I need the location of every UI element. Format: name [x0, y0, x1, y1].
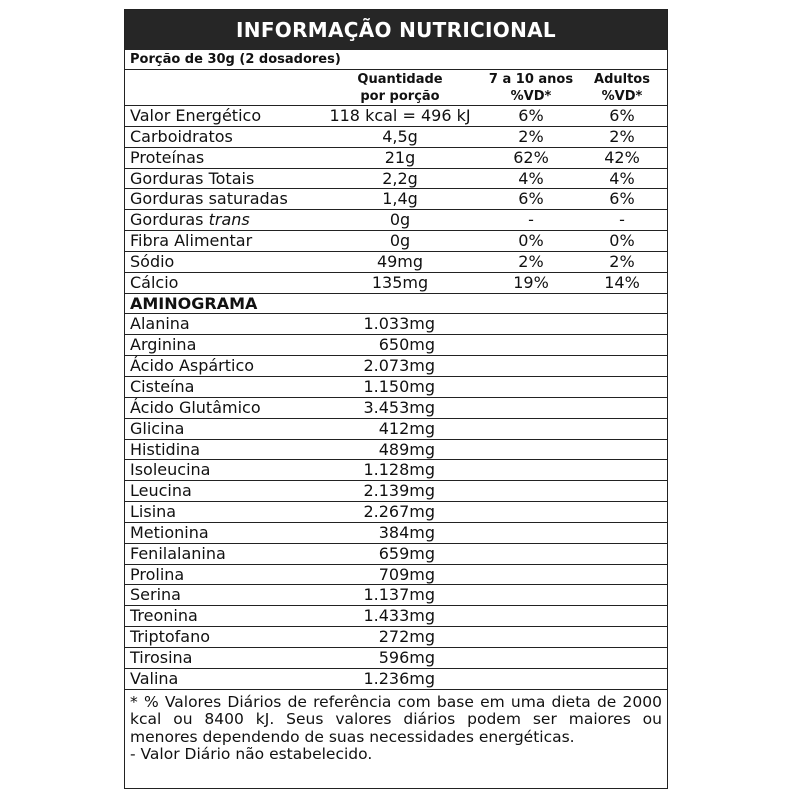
- aminoacid-row: [125, 523, 667, 544]
- kids-header-line2: %VD*: [510, 89, 552, 104]
- aminoacid-name: Serina: [130, 585, 181, 605]
- aminoacid-name: Treonina: [130, 606, 198, 626]
- aminoacid-row: [125, 544, 667, 565]
- aminoacid-quantity: 709mg: [378, 564, 435, 584]
- nutrient-adults-dv: 4%: [609, 168, 635, 188]
- nutrient-quantity: 49mg: [376, 251, 424, 271]
- aminoacid-row: [125, 398, 667, 419]
- aminoacid-row: [125, 606, 667, 627]
- kids-header-line1: 7 a 10 anos: [488, 72, 574, 87]
- nutrient-row: [125, 273, 667, 294]
- aminoacid-name: Alanina: [130, 314, 190, 334]
- nutrient-row: [125, 169, 667, 190]
- aminoacid-quantity: 1.033mg: [363, 314, 435, 334]
- aminoacid-name: Ácido Glutâmico: [130, 397, 261, 417]
- aminoacid-quantity: 659mg: [378, 543, 435, 563]
- nutrient-kids-dv: 19%: [513, 272, 549, 292]
- aminoacid-row: [125, 627, 667, 648]
- nutrient-name: Gorduras Totais: [130, 168, 255, 188]
- nutrient-name-prefix: Gorduras: [130, 210, 209, 230]
- aminoacid-name: Valina: [130, 668, 179, 688]
- column-header-quantity: [315, 70, 485, 105]
- nutrient-adults-dv: 42%: [604, 147, 640, 167]
- aminoacid-name: Isoleucina: [130, 460, 211, 480]
- aminoacid-name: Metionina: [130, 522, 209, 542]
- aminoacid-name: Prolina: [130, 564, 185, 584]
- nutrient-adults-dv: -: [619, 210, 625, 230]
- adults-header-line2: %VD*: [601, 89, 643, 104]
- column-header-name: [125, 70, 315, 105]
- column-header-adults: [577, 70, 667, 105]
- nutrient-quantity: 135mg: [371, 272, 429, 292]
- aminoacid-name: Glicina: [130, 418, 185, 438]
- aminoacid-name: Ácido Aspártico: [130, 356, 255, 376]
- footnote-not-established: - Valor Diário não estabelecido.: [130, 745, 373, 764]
- aminoacid-row: [125, 356, 667, 377]
- nutrient-name: [125, 210, 315, 230]
- column-header-kids: [485, 70, 577, 105]
- nutrient-quantity: 118 kcal = 496 kJ: [329, 106, 471, 125]
- aminoacid-name: Arginina: [130, 335, 197, 355]
- portion-size: Porção de 30g (2 dosadores): [125, 50, 667, 70]
- nutrient-row: [125, 210, 667, 231]
- footnote: [125, 690, 667, 764]
- aminoacid-name: Leucina: [130, 481, 192, 501]
- nutrient-adults-dv: 6%: [609, 189, 635, 209]
- nutrient-name: Carboidratos: [130, 126, 233, 146]
- nutrient-name: Fibra Alimentar: [130, 231, 253, 251]
- aminoacid-quantity: 272mg: [378, 627, 435, 647]
- nutrient-name: Sódio: [130, 251, 175, 271]
- aminoacid-row: [125, 565, 667, 586]
- aminoacid-row: [125, 314, 667, 335]
- aminoacid-quantity: 1.433mg: [363, 606, 435, 626]
- nutrient-row: [125, 106, 667, 127]
- aminoacid-name: Cisteína: [130, 376, 195, 396]
- nutrient-quantity: 2,2g: [382, 168, 418, 188]
- aminoacid-row: [125, 585, 667, 606]
- aminoacid-name: Tirosina: [130, 647, 193, 667]
- nutrient-name: Gorduras saturadas: [130, 189, 288, 209]
- aminoacid-row: [125, 377, 667, 398]
- nutrient-quantity: 1,4g: [382, 189, 418, 209]
- footnote-daily-values: * % Valores Diários de referência com base em uma dieta de 2000 kcal ou 8400 kJ. Seus valores diários podem ser maiores ou menores dependendo de suas necessidades energéticas.: [130, 692, 662, 746]
- aminoacid-row: [125, 440, 667, 461]
- aminoacid-name: Lisina: [130, 502, 177, 522]
- nutrient-kids-dv: 2%: [518, 251, 544, 271]
- aminoacid-quantity: 1.128mg: [363, 460, 435, 480]
- nutrient-kids-dv: 6%: [518, 106, 544, 125]
- nutrient-quantity: 0g: [389, 210, 411, 230]
- nutrient-row: [125, 231, 667, 252]
- nutrient-row: [125, 252, 667, 273]
- nutrient-kids-dv: 62%: [513, 147, 549, 167]
- nutrient-kids-dv: -: [528, 210, 534, 230]
- aminoacid-quantity: 489mg: [378, 439, 435, 459]
- nutrient-name: Proteínas: [130, 147, 205, 167]
- nutrient-name: Cálcio: [130, 272, 179, 292]
- nutrient-kids-dv: 4%: [518, 168, 544, 188]
- column-header-row: [125, 70, 667, 106]
- aminoacid-quantity: 650mg: [378, 335, 435, 355]
- aminoacid-quantity: 1.150mg: [363, 376, 435, 396]
- aminoacid-name: Triptofano: [130, 627, 211, 647]
- nutrient-name: Valor Energético: [130, 106, 262, 125]
- nutrient-quantity: 21g: [384, 147, 416, 167]
- nutrient-adults-dv: 2%: [609, 251, 635, 271]
- aminoacid-name: Fenilalanina: [130, 543, 226, 563]
- nutrient-quantity: 4,5g: [382, 126, 418, 146]
- nutrient-row: [125, 148, 667, 169]
- nutrition-facts-panel: [124, 9, 668, 789]
- aminoacid-row: [125, 481, 667, 502]
- aminogram-table: [125, 314, 667, 689]
- nutrient-quantity: 0g: [389, 231, 411, 251]
- aminoacid-quantity: 596mg: [378, 647, 435, 667]
- aminoacid-quantity: 412mg: [378, 418, 435, 438]
- aminoacid-quantity: 2.267mg: [363, 502, 435, 522]
- nutrient-name-italic: trans: [208, 210, 250, 230]
- nutrient-table: [125, 106, 667, 294]
- aminoacid-row: [125, 419, 667, 440]
- aminoacid-quantity: 2.073mg: [363, 356, 435, 376]
- aminoacid-name: Histidina: [130, 439, 201, 459]
- nutrient-row: [125, 127, 667, 148]
- aminoacid-row: [125, 648, 667, 669]
- aminoacid-quantity: 384mg: [378, 522, 435, 542]
- aminoacid-row: [125, 335, 667, 356]
- quantity-header-line1: Quantidade: [357, 72, 443, 87]
- aminoacid-quantity: 1.137mg: [363, 585, 435, 605]
- aminoacid-quantity: 3.453mg: [363, 397, 435, 417]
- panel-title: INFORMAÇÃO NUTRICIONAL: [125, 10, 667, 50]
- nutrient-kids-dv: 2%: [518, 126, 544, 146]
- aminoacid-quantity: 2.139mg: [363, 481, 435, 501]
- nutrient-adults-dv: 6%: [609, 106, 635, 125]
- nutrient-adults-dv: 0%: [609, 231, 635, 251]
- aminoacid-row: [125, 502, 667, 523]
- nutrient-adults-dv: 2%: [609, 126, 635, 146]
- aminogram-title: AMINOGRAMA: [125, 294, 667, 315]
- aminoacid-quantity: 1.236mg: [363, 668, 435, 688]
- aminoacid-row: [125, 669, 667, 690]
- nutrient-row: [125, 189, 667, 210]
- aminoacid-row: [125, 460, 667, 481]
- nutrient-kids-dv: 0%: [518, 231, 544, 251]
- nutrient-adults-dv: 14%: [604, 272, 640, 292]
- nutrient-kids-dv: 6%: [518, 189, 544, 209]
- quantity-header-line2: por porção: [360, 89, 440, 104]
- adults-header-line1: Adultos: [594, 72, 650, 87]
